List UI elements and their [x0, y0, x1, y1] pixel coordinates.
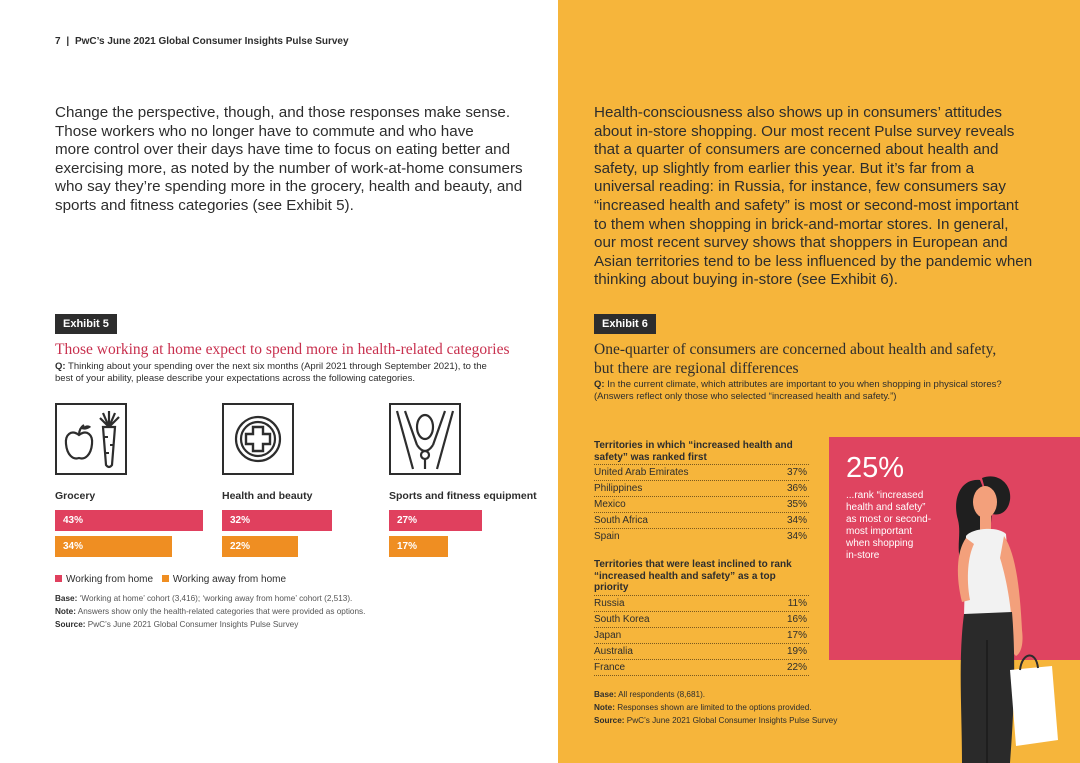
text-line: Health-consciousness also shows up in consumers’ attitudes — [594, 104, 1003, 121]
legend-swatch-home — [55, 575, 62, 582]
right-body-paragraph — [594, 104, 1064, 290]
bar-away-2: 17% — [389, 536, 448, 557]
table-row: South Korea 16% — [594, 612, 809, 628]
question-label: Q: — [594, 379, 605, 390]
table-row: Japan 17% — [594, 628, 809, 644]
table-row: France 22% — [594, 660, 809, 676]
exhibit-6-question — [594, 379, 1064, 403]
table-row: Philippines 36% — [594, 481, 809, 497]
legend-label-away: Working away from home — [172, 574, 287, 585]
text-line: that a quarter of consumers are concerned about health and — [594, 141, 999, 159]
exhibit-5-legend — [55, 574, 286, 585]
gymnast-rings-icon — [389, 403, 461, 475]
text-line: who say they’re spending more in the grocery, health and beauty, and — [55, 178, 523, 196]
text-line: safety, up slightly from earlier this year. But it’s far from a — [594, 159, 975, 177]
table-row: Russia 11% — [594, 596, 809, 612]
header-separator: | — [66, 36, 70, 47]
exhibit-5-question — [55, 361, 550, 385]
source-line: Source: PwC’s June 2021 Global Consumer Insights Pulse Survey — [55, 620, 299, 629]
question-text: Thinking about your spending over the next six months (April 2021 through September 2021), to the — [68, 361, 487, 372]
table-least-heading: Territories that were least inclined to rank “increased health and safety” as a top priority — [594, 559, 792, 593]
legend-label-home: Working from home — [66, 574, 154, 585]
fruit-vegetable-icon — [55, 403, 127, 475]
highlight-percent: 25% — [846, 452, 905, 484]
header-title: PwC’s June 2021 Global Consumer Insights Pulse Survey — [74, 36, 349, 47]
left-body-paragraph — [55, 104, 550, 216]
source-line: Source: PwC’s June 2021 Global Consumer Insights Pulse Survey — [594, 716, 838, 725]
medical-cross-icon — [222, 403, 294, 475]
text-line: thinking about buying in-store (see Exhibit 6). — [594, 271, 898, 289]
text-line: universal reading: in Russia, for instance, few consumers say — [594, 178, 1006, 196]
base-note: Base: ‘Working at home’ cohort (3,416); ‘working away from home’ cohort (2,513). — [55, 594, 353, 603]
text-line: exercising more, as noted by the number of work-at-home consumers — [55, 159, 523, 177]
category-label-sports-fitness: Sports and fitness equipment — [389, 490, 537, 502]
bar-away-0: 34% — [55, 536, 172, 557]
table-row: South Africa 34% — [594, 513, 809, 529]
table-row: Spain 34% — [594, 531, 807, 542]
text-line: sports and fitness categories (see Exhibit 5). — [55, 196, 354, 214]
text-line: to them when shopping in brick-and-mortar stores. In general, — [594, 215, 1009, 233]
exhibit-5-notes — [55, 592, 550, 631]
bar-away-1: 22% — [222, 536, 298, 557]
question-text: In the current climate, which attributes are important to you when shopping in physical stores? — [607, 379, 1002, 390]
exhibit-5-title: Those working at home expect to spend more in health-related categories — [55, 341, 510, 358]
text-line: Change the perspective, though, and those responses make sense. — [55, 104, 511, 121]
legend-swatch-away — [162, 575, 169, 582]
highlight-text: ...rank “increased health and safety” as most or second- most important when shopping in-store — [846, 490, 932, 561]
bar-home-0: 43% — [55, 510, 203, 531]
question-text: best of your ability, please describe your expectations across the following categories. — [55, 373, 415, 384]
text-line: Asian territories tend to be less influenced by the pandemic when — [594, 252, 1033, 270]
exhibit-6-notes — [594, 688, 1064, 727]
bar-home-1: 32% — [222, 510, 332, 531]
text-line: Those workers who no longer have to commute and who have — [55, 122, 474, 140]
question-label: Q: — [55, 361, 66, 372]
question-text: (Answers reflect only those who selected “increased health and safety.”) — [594, 391, 897, 402]
page-number: 7 — [55, 36, 61, 47]
text-line: “increased health and safety” is most or second-most important — [594, 196, 1019, 214]
note-line: Note: Responses shown are limited to the options provided. — [594, 703, 812, 712]
table-first-heading: Territories in which “increased health and safety” was ranked first — [594, 440, 793, 463]
note-line: Note: Answers show only the health-related categories that were provided as options. — [55, 607, 366, 616]
title-line: One-quarter of consumers are concerned about health and safety, — [594, 341, 997, 358]
title-line: but there are regional differences — [594, 360, 799, 377]
table-row: Australia 19% — [594, 644, 809, 660]
text-line: more control over their days have time to focus on eating better and — [55, 141, 511, 159]
table-row: Mexico 35% — [594, 497, 809, 513]
exhibit-6-tag: Exhibit 6 — [594, 314, 656, 334]
text-line: our most recent survey shows that shoppers in European and — [594, 234, 1008, 252]
text-line: about in-store shopping. Our most recent Pulse survey reveals — [594, 122, 1015, 140]
base-note: Base: All respondents (8,681). — [594, 690, 706, 699]
table-row: United Arab Emirates 37% — [594, 465, 809, 481]
page-header — [55, 36, 349, 47]
category-label-health-beauty: Health and beauty — [222, 490, 313, 502]
bar-home-2: 27% — [389, 510, 482, 531]
exhibit-5-tag: Exhibit 5 — [55, 314, 117, 334]
exhibit-6-title — [594, 340, 1064, 378]
category-label-grocery: Grocery — [55, 490, 96, 502]
